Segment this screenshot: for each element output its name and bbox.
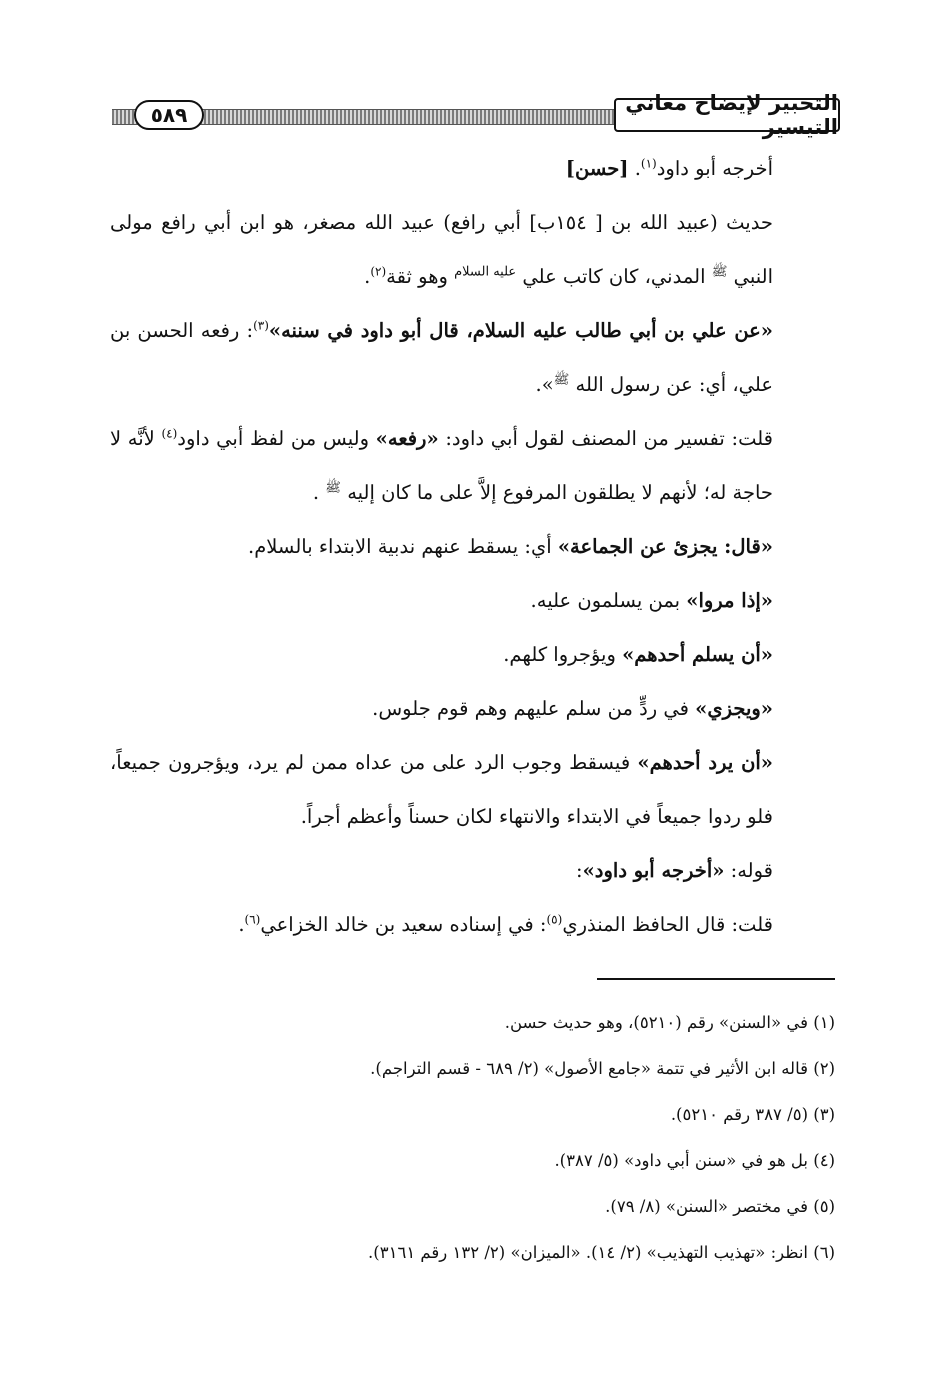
footnote-ref-1: (١) bbox=[640, 156, 657, 171]
footnote-5: (٥) في مختصر «السنن» (٨/ ٧٩). bbox=[605, 1197, 835, 1216]
paragraph-5 bbox=[110, 520, 835, 574]
page-number: ٥٨٩ bbox=[134, 100, 204, 130]
p4-tail: . bbox=[312, 481, 326, 504]
p11-text-2: : في إسناده سعيد بن خالد الخزاعي bbox=[260, 913, 547, 936]
footnote-ref-5: (٥) bbox=[546, 912, 563, 927]
p6-text: بمن يسلمون عليه. bbox=[530, 589, 687, 612]
footnote-ref-4: (٤) bbox=[161, 426, 178, 441]
paragraph-9 bbox=[110, 736, 835, 844]
p8-text: في ردٍّ من سلم عليهم وهم قوم جلوس. bbox=[372, 697, 696, 720]
footnote-1: (١) في «السنن» رقم (٥٢١٠)، وهو حديث حسن. bbox=[504, 1013, 835, 1032]
paragraph-7 bbox=[110, 628, 835, 682]
paragraph-8 bbox=[110, 682, 835, 736]
p2-text-2: المدني، كان كاتب علي bbox=[516, 265, 712, 288]
paragraph-4 bbox=[110, 412, 835, 520]
paragraph-10 bbox=[110, 844, 835, 898]
footnote-ref-2: (٢) bbox=[370, 264, 387, 279]
paragraph-3 bbox=[110, 304, 835, 412]
p10-tail: : bbox=[576, 859, 583, 882]
p6-quote: «إذا مروا» bbox=[686, 589, 773, 612]
p9-text: فيسقط وجوب الرد على من عداه ممن لم يرد، ويؤجرون جميعاً، فلو ردوا جميعاً في الابتداء والانتهاء لكان حسناً وأعظم أجراً. bbox=[110, 751, 773, 828]
honorific-glyph: عليه السلام bbox=[454, 264, 517, 280]
main-text bbox=[110, 142, 835, 952]
paragraph-2 bbox=[110, 196, 835, 304]
p7-quote: «أن يسلم أحدهم» bbox=[622, 643, 773, 666]
p5-text: أي: يسقط عنهم ندبية الابتداء بالسلام. bbox=[248, 535, 558, 558]
footnote-2: (٢) قاله ابن الأثير في تتمة «جامع الأصول» (٢/ ٦٨٩ - قسم التراجم). bbox=[370, 1059, 835, 1078]
p4-text-1: قلت: تفسير من المصنف لقول أبي داود: bbox=[438, 427, 773, 450]
page-header bbox=[112, 91, 840, 139]
p2-text-3: وهو ثقة bbox=[386, 265, 455, 288]
footnote-ref-3: (٣) bbox=[253, 318, 269, 333]
p11-text-1: قلت: قال الحافظ المنذري bbox=[562, 913, 773, 936]
p10-text: قوله: bbox=[724, 859, 773, 882]
paragraph-1 bbox=[110, 142, 835, 196]
footnotes bbox=[110, 1000, 835, 1276]
p8-quote: «ويجزي» bbox=[695, 697, 773, 720]
p7-text: ويؤجروا كلهم. bbox=[503, 643, 623, 666]
footnote-ref-6: (٦) bbox=[244, 912, 261, 927]
p2-tail: . bbox=[364, 265, 371, 288]
p1-tail: . bbox=[628, 157, 641, 180]
p9-quote: «أن يرد أحدهم» bbox=[637, 751, 773, 774]
p11-tail: . bbox=[238, 913, 245, 936]
footnote-6: (٦) انظر: «تهذيب التهذيب» (٢/ ١٤). «الميزان» (٢/ ١٣٢ رقم ٣١٦١). bbox=[368, 1243, 835, 1262]
honorific-glyph: ﷺ bbox=[553, 372, 570, 388]
honorific-glyph: ﷺ bbox=[711, 264, 728, 280]
book-title: التحبير لإيضاح معاني التيسير bbox=[614, 98, 840, 132]
p3-quote: «عن علي بن أبي طالب عليه السلام، قال أبو داود في سننه» bbox=[268, 319, 773, 342]
footnote-3: (٣) (٥/ ٣٨٧ رقم ٥٢١٠). bbox=[670, 1105, 835, 1124]
honorific-glyph: ﷺ bbox=[325, 480, 341, 496]
p10-quote: «أخرجه أبو داود» bbox=[582, 859, 725, 882]
footnote-separator bbox=[597, 978, 835, 980]
p4-text-3: لأنَّه لا حاجة له؛ لأنهم لا يطلقون المرفوع إلاَّ على ما كان إليه bbox=[110, 427, 773, 504]
p4-quote: «رفعه» bbox=[375, 427, 439, 450]
paragraph-11 bbox=[110, 898, 835, 952]
p2-text-1: حديث (عبيد الله بن [ ١٥٤ب] أبي رافع) عبيد الله مصغر، هو ابن أبي رافع مولى النبي bbox=[110, 211, 773, 288]
p5-quote: «قال: يجزئ عن الجماعة» bbox=[557, 535, 773, 558]
p4-text-2: وليس من لفظ أبي داود bbox=[177, 427, 376, 450]
hadith-grade: [حسن] bbox=[565, 157, 629, 180]
paragraph-6 bbox=[110, 574, 835, 628]
p1-text: أخرجه أبو داود bbox=[656, 157, 773, 180]
footnote-4: (٤) بل هو في «سنن أبي داود» (٥/ ٣٨٧). bbox=[554, 1151, 835, 1170]
p3-tail: ». bbox=[535, 373, 554, 396]
p3-text: : رفعه الحسن بن علي، أي: عن رسول الله bbox=[110, 319, 773, 396]
